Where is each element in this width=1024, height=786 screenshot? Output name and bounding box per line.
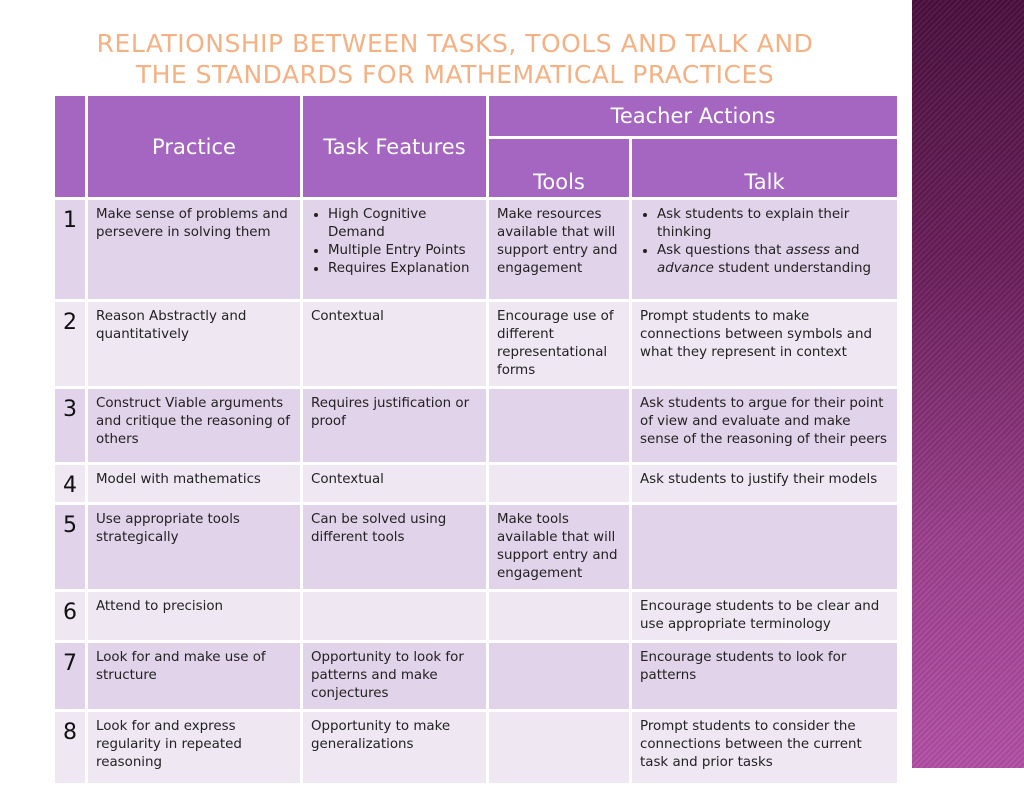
tools-cell bbox=[488, 388, 631, 464]
talk-text: and bbox=[830, 243, 860, 258]
practice-cell: Look for and make use of structure bbox=[87, 642, 302, 711]
task-features-cell: Opportunity to make generalizations bbox=[302, 711, 488, 785]
table-row bbox=[54, 711, 899, 785]
row-number: 3 bbox=[54, 388, 87, 464]
table-header bbox=[54, 95, 899, 199]
slide-title-line-2: THE STANDARDS FOR MATHEMATICAL PRACTICES bbox=[135, 60, 775, 89]
row-number: 5 bbox=[54, 504, 87, 591]
practice-cell: Attend to precision bbox=[87, 591, 302, 642]
row-number: 2 bbox=[54, 301, 87, 388]
task-features-cell bbox=[302, 591, 488, 642]
task-features-cell: Contextual bbox=[302, 301, 488, 388]
table-row bbox=[54, 591, 899, 642]
practice-cell: Make sense of problems and persevere in solving them bbox=[87, 199, 302, 301]
talk-item bbox=[657, 242, 889, 278]
talk-emphasis-advance: advance bbox=[657, 261, 714, 276]
tools-cell bbox=[488, 591, 631, 642]
talk-emphasis-assess: assess bbox=[785, 243, 831, 258]
task-features-cell bbox=[302, 199, 488, 301]
row-number: 6 bbox=[54, 591, 87, 642]
task-feature-item: • High Cognitive Demand bbox=[328, 206, 478, 242]
talk-text: student understanding bbox=[713, 261, 871, 276]
tools-cell bbox=[488, 642, 631, 711]
task-features-cell: Requires justification or proof bbox=[302, 388, 488, 464]
talk-cell: Prompt students to consider the connections between the current task and prior tasks bbox=[631, 711, 899, 785]
decorative-side-band bbox=[912, 0, 1024, 768]
table-row bbox=[54, 199, 899, 301]
task-features-cell: Can be solved using different tools bbox=[302, 504, 488, 591]
practice-cell: Construct Viable arguments and critique the reasoning of others bbox=[87, 388, 302, 464]
practices-table bbox=[52, 93, 900, 786]
table-row bbox=[54, 388, 899, 464]
talk-cell bbox=[631, 199, 899, 301]
row-number: 8 bbox=[54, 711, 87, 785]
header-tools: Tools bbox=[488, 138, 631, 199]
talk-cell bbox=[631, 504, 899, 591]
talk-item: • Ask students to explain their thinking bbox=[657, 206, 889, 242]
tools-cell bbox=[488, 711, 631, 785]
row-number: 4 bbox=[54, 464, 87, 504]
header-practice: Practice bbox=[87, 95, 302, 199]
task-feature-item: • Requires Explanation bbox=[328, 260, 478, 278]
talk-text: Ask questions that bbox=[657, 243, 786, 258]
row-number: 1 bbox=[54, 199, 87, 301]
table-row bbox=[54, 504, 899, 591]
practice-cell: Use appropriate tools strategically bbox=[87, 504, 302, 591]
header-teacher-actions: Teacher Actions bbox=[488, 95, 899, 138]
table-row bbox=[54, 642, 899, 711]
task-feature-item: • Multiple Entry Points bbox=[328, 242, 478, 260]
tools-cell: Make resources available that will support entry and engagement bbox=[488, 199, 631, 301]
tools-cell: Encourage use of different representational forms bbox=[488, 301, 631, 388]
talk-cell: Encourage students to look for patterns bbox=[631, 642, 899, 711]
task-features-cell: Contextual bbox=[302, 464, 488, 504]
table-row bbox=[54, 464, 899, 504]
row-number: 7 bbox=[54, 642, 87, 711]
talk-cell: Encourage students to be clear and use appropriate terminology bbox=[631, 591, 899, 642]
header-task-features: Task Features bbox=[302, 95, 488, 199]
talk-cell: Ask students to justify their models bbox=[631, 464, 899, 504]
slide-title bbox=[20, 28, 890, 90]
practice-cell: Look for and express regularity in repeated reasoning bbox=[87, 711, 302, 785]
practice-cell: Model with mathematics bbox=[87, 464, 302, 504]
table-row bbox=[54, 301, 899, 388]
talk-cell: Prompt students to make connections between symbols and what they represent in context bbox=[631, 301, 899, 388]
practice-cell: Reason Abstractly and quantitatively bbox=[87, 301, 302, 388]
tools-cell: Make tools available that will support entry and engagement bbox=[488, 504, 631, 591]
header-talk: Talk bbox=[631, 138, 899, 199]
header-number-column bbox=[54, 95, 87, 199]
slide-title-line-1: RELATIONSHIP BETWEEN TASKS, TOOLS AND TALK AND bbox=[96, 29, 814, 58]
task-features-cell: Opportunity to look for patterns and make conjectures bbox=[302, 642, 488, 711]
tools-cell bbox=[488, 464, 631, 504]
talk-cell: Ask students to argue for their point of view and evaluate and make sense of the reasoning of their peers bbox=[631, 388, 899, 464]
